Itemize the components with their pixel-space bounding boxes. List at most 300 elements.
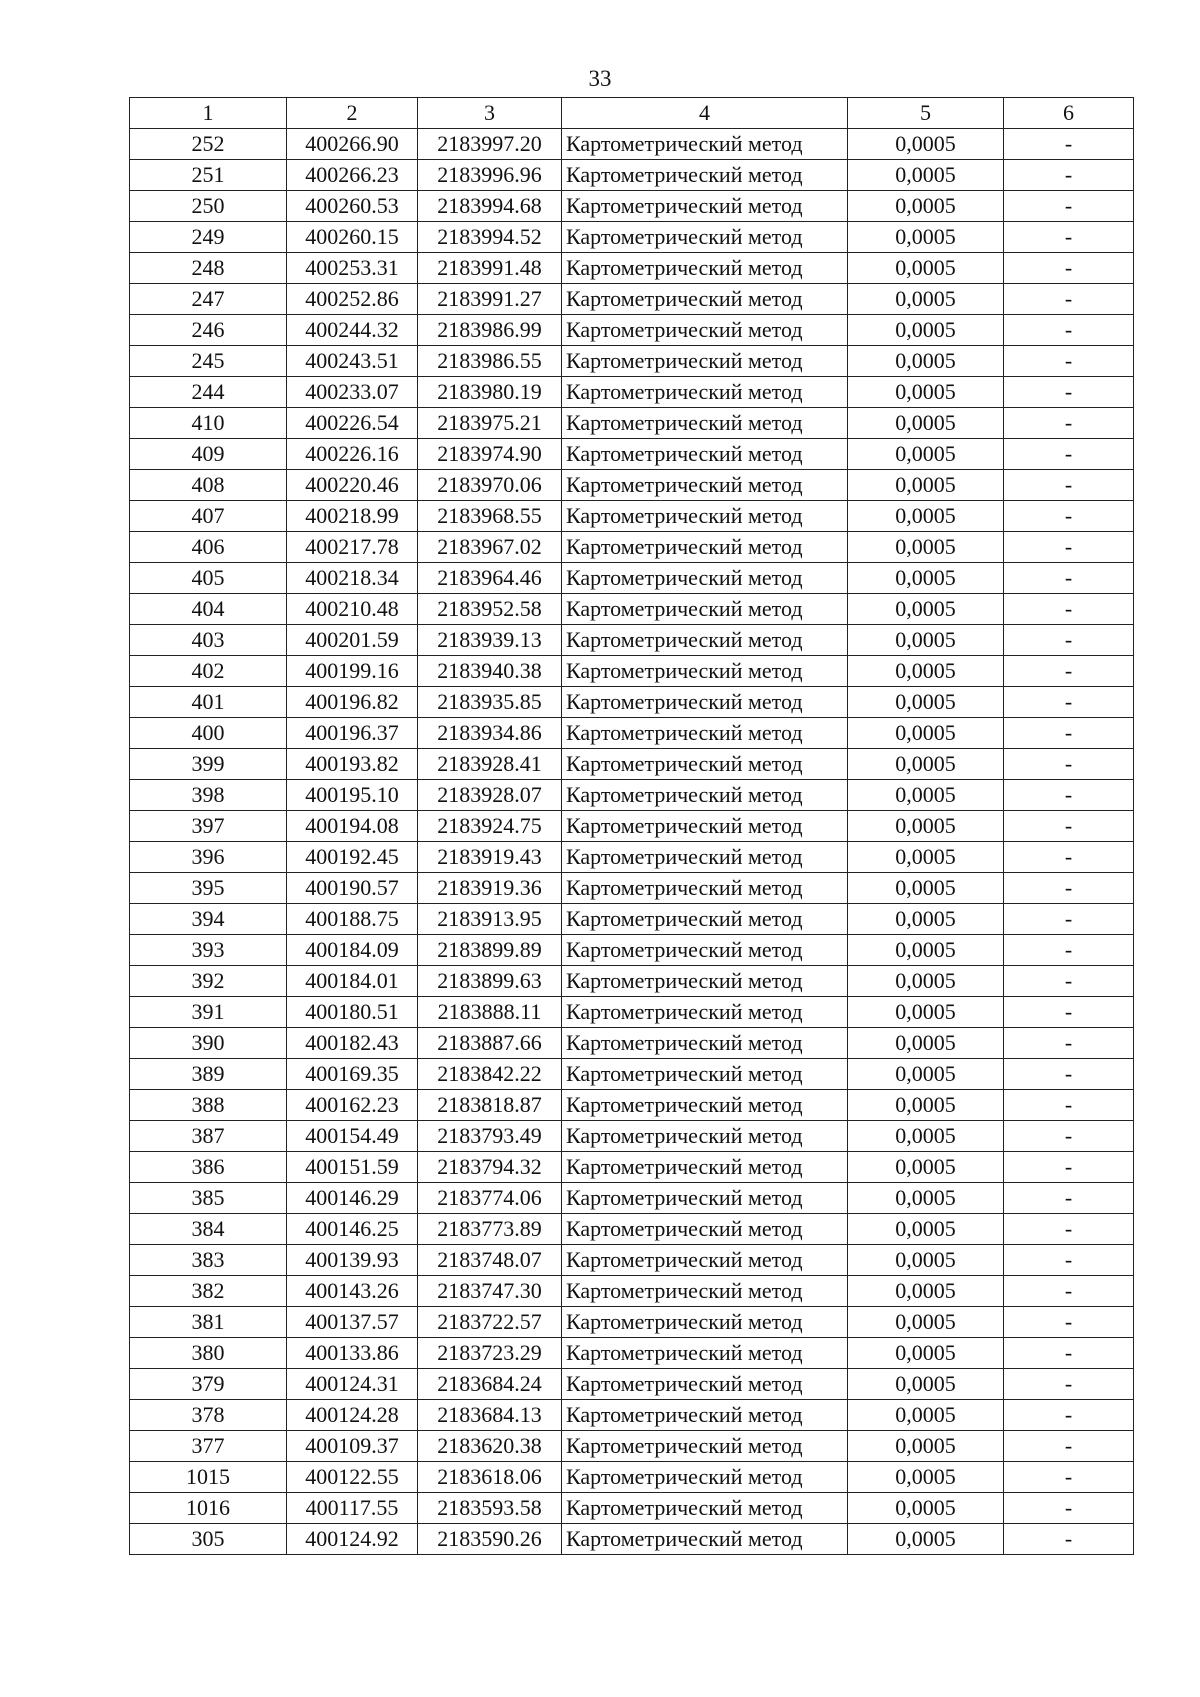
note-cell: - [1004,1524,1134,1555]
table-row [130,129,1134,160]
note-cell: - [1004,687,1134,718]
accuracy-cell: 0,0005 [848,1121,1004,1152]
point-number-cell: 396 [130,842,287,873]
method-cell: Картометрический метод [562,997,848,1028]
table-body [130,129,1134,1555]
coordinate-x-cell: 400151.59 [287,1152,418,1183]
method-cell: Картометрический метод [562,160,848,191]
coordinate-y-cell: 2183980.19 [418,377,562,408]
method-cell: Картометрический метод [562,439,848,470]
coordinate-x-cell: 400190.57 [287,873,418,904]
coordinate-x-cell: 400210.48 [287,594,418,625]
accuracy-cell: 0,0005 [848,284,1004,315]
method-cell: Картометрический метод [562,253,848,284]
table-row [130,1400,1134,1431]
point-number-cell: 406 [130,532,287,563]
table-row [130,284,1134,315]
point-number-cell: 387 [130,1121,287,1152]
note-cell: - [1004,1214,1134,1245]
method-cell: Картометрический метод [562,1462,848,1493]
coordinate-x-cell: 400266.90 [287,129,418,160]
coordinate-y-cell: 2183913.95 [418,904,562,935]
coordinate-y-cell: 2183935.85 [418,687,562,718]
coordinate-x-cell: 400162.23 [287,1090,418,1121]
method-cell: Картометрический метод [562,501,848,532]
coordinate-x-cell: 400226.16 [287,439,418,470]
note-cell: - [1004,1059,1134,1090]
point-number-cell: 382 [130,1276,287,1307]
coordinate-y-cell: 2183722.57 [418,1307,562,1338]
coordinate-y-cell: 2183684.13 [418,1400,562,1431]
note-cell: - [1004,129,1134,160]
method-cell: Картометрический метод [562,966,848,997]
note-cell: - [1004,1400,1134,1431]
accuracy-cell: 0,0005 [848,191,1004,222]
method-cell: Картометрический метод [562,191,848,222]
method-cell: Картометрический метод [562,284,848,315]
method-cell: Картометрический метод [562,1493,848,1524]
accuracy-cell: 0,0005 [848,1338,1004,1369]
point-number-cell: 410 [130,408,287,439]
coordinate-y-cell: 2183967.02 [418,532,562,563]
coordinate-x-cell: 400233.07 [287,377,418,408]
note-cell: - [1004,1462,1134,1493]
method-cell: Картометрический метод [562,222,848,253]
note-cell: - [1004,904,1134,935]
table-header [130,98,1134,129]
accuracy-cell: 0,0005 [848,1369,1004,1400]
point-number-cell: 393 [130,935,287,966]
accuracy-cell: 0,0005 [848,656,1004,687]
table-row [130,563,1134,594]
method-cell: Картометрический метод [562,904,848,935]
accuracy-cell: 0,0005 [848,687,1004,718]
coordinate-y-cell: 2183986.55 [418,346,562,377]
point-number-cell: 380 [130,1338,287,1369]
coordinate-x-cell: 400124.28 [287,1400,418,1431]
point-number-cell: 409 [130,439,287,470]
coordinate-x-cell: 400218.99 [287,501,418,532]
note-cell: - [1004,439,1134,470]
table-row [130,1307,1134,1338]
coordinate-x-cell: 400124.31 [287,1369,418,1400]
table-row [130,1493,1134,1524]
coordinate-y-cell: 2183888.11 [418,997,562,1028]
point-number-cell: 383 [130,1245,287,1276]
coordinate-y-cell: 2183968.55 [418,501,562,532]
note-cell: - [1004,315,1134,346]
note-cell: - [1004,1431,1134,1462]
page-number: 33 [588,66,612,91]
header-row [130,98,1134,129]
table-row [130,1462,1134,1493]
point-number-cell: 377 [130,1431,287,1462]
method-cell: Картометрический метод [562,811,848,842]
accuracy-cell: 0,0005 [848,1028,1004,1059]
note-cell: - [1004,1245,1134,1276]
accuracy-cell: 0,0005 [848,842,1004,873]
accuracy-cell: 0,0005 [848,439,1004,470]
note-cell: - [1004,253,1134,284]
table-row [130,346,1134,377]
note-cell: - [1004,594,1134,625]
coordinate-x-cell: 400146.29 [287,1183,418,1214]
coordinate-x-cell: 400117.55 [287,1493,418,1524]
point-number-cell: 398 [130,780,287,811]
note-cell: - [1004,346,1134,377]
coordinate-y-cell: 2183919.36 [418,873,562,904]
table-row [130,780,1134,811]
table-row [130,811,1134,842]
point-number-cell: 246 [130,315,287,346]
table-row [130,656,1134,687]
coordinate-y-cell: 2183899.89 [418,935,562,966]
accuracy-cell: 0,0005 [848,873,1004,904]
point-number-cell: 247 [130,284,287,315]
accuracy-cell: 0,0005 [848,408,1004,439]
accuracy-cell: 0,0005 [848,315,1004,346]
point-number-cell: 390 [130,1028,287,1059]
coordinate-x-cell: 400184.01 [287,966,418,997]
coordinate-y-cell: 2183818.87 [418,1090,562,1121]
accuracy-cell: 0,0005 [848,904,1004,935]
coordinate-x-cell: 400139.93 [287,1245,418,1276]
table-row [130,594,1134,625]
table-row [130,1276,1134,1307]
note-cell: - [1004,470,1134,501]
note-cell: - [1004,1493,1134,1524]
coordinate-y-cell: 2183684.24 [418,1369,562,1400]
method-cell: Картометрический метод [562,470,848,501]
table-row [130,997,1134,1028]
table-row [130,966,1134,997]
coordinate-y-cell: 2183593.58 [418,1493,562,1524]
method-cell: Картометрический метод [562,1524,848,1555]
point-number-cell: 250 [130,191,287,222]
header-col-3: 3 [418,98,562,129]
table-row [130,1338,1134,1369]
table-row [130,904,1134,935]
table-row [130,439,1134,470]
table-row [130,1369,1134,1400]
accuracy-cell: 0,0005 [848,346,1004,377]
coordinate-y-cell: 2183793.49 [418,1121,562,1152]
method-cell: Картометрический метод [562,1369,848,1400]
table-row [130,935,1134,966]
coordinate-y-cell: 2183590.26 [418,1524,562,1555]
coordinate-y-cell: 2183748.07 [418,1245,562,1276]
coordinate-x-cell: 400154.49 [287,1121,418,1152]
point-number-cell: 385 [130,1183,287,1214]
coordinate-y-cell: 2183842.22 [418,1059,562,1090]
table-row [130,408,1134,439]
point-number-cell: 245 [130,346,287,377]
method-cell: Картометрический метод [562,873,848,904]
method-cell: Картометрический метод [562,1059,848,1090]
coordinate-x-cell: 400137.57 [287,1307,418,1338]
note-cell: - [1004,532,1134,563]
coordinate-x-cell: 400146.25 [287,1214,418,1245]
method-cell: Картометрический метод [562,346,848,377]
coordinate-y-cell: 2183928.07 [418,780,562,811]
table-row [130,160,1134,191]
method-cell: Картометрический метод [562,1028,848,1059]
coordinate-x-cell: 400199.16 [287,656,418,687]
method-cell: Картометрический метод [562,749,848,780]
coordinate-x-cell: 400188.75 [287,904,418,935]
method-cell: Картометрический метод [562,532,848,563]
accuracy-cell: 0,0005 [848,811,1004,842]
coordinate-x-cell: 400122.55 [287,1462,418,1493]
point-number-cell: 384 [130,1214,287,1245]
coordinate-x-cell: 400109.37 [287,1431,418,1462]
method-cell: Картометрический метод [562,1307,848,1338]
method-cell: Картометрический метод [562,1152,848,1183]
table-row [130,749,1134,780]
coordinate-y-cell: 2183970.06 [418,470,562,501]
coordinate-y-cell: 2183964.46 [418,563,562,594]
table-row [130,687,1134,718]
table-row [130,1028,1134,1059]
coordinate-x-cell: 400260.15 [287,222,418,253]
point-number-cell: 394 [130,904,287,935]
coordinate-x-cell: 400243.51 [287,346,418,377]
coordinate-y-cell: 2183991.27 [418,284,562,315]
method-cell: Картометрический метод [562,377,848,408]
point-number-cell: 252 [130,129,287,160]
table-row [130,222,1134,253]
accuracy-cell: 0,0005 [848,377,1004,408]
point-number-cell: 403 [130,625,287,656]
method-cell: Картометрический метод [562,563,848,594]
coordinate-y-cell: 2183919.43 [418,842,562,873]
accuracy-cell: 0,0005 [848,1462,1004,1493]
note-cell: - [1004,1307,1134,1338]
table-row [130,315,1134,346]
accuracy-cell: 0,0005 [848,1431,1004,1462]
point-number-cell: 397 [130,811,287,842]
method-cell: Картометрический метод [562,1183,848,1214]
coordinate-y-cell: 2183723.29 [418,1338,562,1369]
method-cell: Картометрический метод [562,315,848,346]
accuracy-cell: 0,0005 [848,1400,1004,1431]
method-cell: Картометрический метод [562,1276,848,1307]
table-row [130,842,1134,873]
accuracy-cell: 0,0005 [848,563,1004,594]
method-cell: Картометрический метод [562,780,848,811]
note-cell: - [1004,284,1134,315]
table-row [130,532,1134,563]
coordinate-x-cell: 400217.78 [287,532,418,563]
coordinate-x-cell: 400143.26 [287,1276,418,1307]
coordinate-y-cell: 2183887.66 [418,1028,562,1059]
coordinates-table [129,97,1134,1555]
method-cell: Картометрический метод [562,718,848,749]
accuracy-cell: 0,0005 [848,935,1004,966]
point-number-cell: 404 [130,594,287,625]
coordinate-y-cell: 2183924.75 [418,811,562,842]
coordinate-x-cell: 400201.59 [287,625,418,656]
note-cell: - [1004,377,1134,408]
coordinate-x-cell: 400244.32 [287,315,418,346]
point-number-cell: 248 [130,253,287,284]
header-col-4: 4 [562,98,848,129]
note-cell: - [1004,997,1134,1028]
coordinate-y-cell: 2183994.52 [418,222,562,253]
table-row [130,718,1134,749]
accuracy-cell: 0,0005 [848,160,1004,191]
note-cell: - [1004,563,1134,594]
accuracy-cell: 0,0005 [848,749,1004,780]
point-number-cell: 305 [130,1524,287,1555]
accuracy-cell: 0,0005 [848,594,1004,625]
table-row [130,1090,1134,1121]
note-cell: - [1004,873,1134,904]
point-number-cell: 401 [130,687,287,718]
point-number-cell: 395 [130,873,287,904]
coordinate-y-cell: 2183997.20 [418,129,562,160]
point-number-cell: 1015 [130,1462,287,1493]
note-cell: - [1004,842,1134,873]
accuracy-cell: 0,0005 [848,780,1004,811]
point-number-cell: 251 [130,160,287,191]
method-cell: Картометрический метод [562,625,848,656]
accuracy-cell: 0,0005 [848,1152,1004,1183]
note-cell: - [1004,656,1134,687]
table-row [130,1121,1134,1152]
accuracy-cell: 0,0005 [848,1090,1004,1121]
accuracy-cell: 0,0005 [848,718,1004,749]
note-cell: - [1004,780,1134,811]
note-cell: - [1004,1090,1134,1121]
coordinate-x-cell: 400133.86 [287,1338,418,1369]
point-number-cell: 381 [130,1307,287,1338]
method-cell: Картометрический метод [562,842,848,873]
coordinate-x-cell: 400226.54 [287,408,418,439]
table-row [130,1524,1134,1555]
note-cell: - [1004,811,1134,842]
coordinate-y-cell: 2183974.90 [418,439,562,470]
point-number-cell: 244 [130,377,287,408]
coordinate-y-cell: 2183940.38 [418,656,562,687]
header-col-1: 1 [130,98,287,129]
coordinate-x-cell: 400184.09 [287,935,418,966]
header-col-6: 6 [1004,98,1134,129]
coordinate-y-cell: 2183618.06 [418,1462,562,1493]
method-cell: Картометрический метод [562,1400,848,1431]
accuracy-cell: 0,0005 [848,501,1004,532]
accuracy-cell: 0,0005 [848,129,1004,160]
note-cell: - [1004,625,1134,656]
coordinate-x-cell: 400196.82 [287,687,418,718]
method-cell: Картометрический метод [562,594,848,625]
coordinate-y-cell: 2183934.86 [418,718,562,749]
accuracy-cell: 0,0005 [848,1493,1004,1524]
method-cell: Картометрический метод [562,408,848,439]
accuracy-cell: 0,0005 [848,1307,1004,1338]
accuracy-cell: 0,0005 [848,1183,1004,1214]
accuracy-cell: 0,0005 [848,222,1004,253]
method-cell: Картометрический метод [562,935,848,966]
note-cell: - [1004,160,1134,191]
table-row [130,470,1134,501]
coordinate-y-cell: 2183774.06 [418,1183,562,1214]
method-cell: Картометрический метод [562,1338,848,1369]
coordinate-y-cell: 2183794.32 [418,1152,562,1183]
accuracy-cell: 0,0005 [848,1524,1004,1555]
method-cell: Картометрический метод [562,129,848,160]
point-number-cell: 378 [130,1400,287,1431]
accuracy-cell: 0,0005 [848,1245,1004,1276]
point-number-cell: 392 [130,966,287,997]
method-cell: Картометрический метод [562,1245,848,1276]
note-cell: - [1004,222,1134,253]
coordinate-x-cell: 400194.08 [287,811,418,842]
coordinate-y-cell: 2183952.58 [418,594,562,625]
coordinate-x-cell: 400220.46 [287,470,418,501]
coordinate-y-cell: 2183975.21 [418,408,562,439]
coordinate-y-cell: 2183994.68 [418,191,562,222]
coordinate-y-cell: 2183899.63 [418,966,562,997]
note-cell: - [1004,1028,1134,1059]
point-number-cell: 399 [130,749,287,780]
point-number-cell: 379 [130,1369,287,1400]
coordinate-x-cell: 400182.43 [287,1028,418,1059]
coordinate-x-cell: 400124.92 [287,1524,418,1555]
coordinate-y-cell: 2183986.99 [418,315,562,346]
coordinate-y-cell: 2183620.38 [418,1431,562,1462]
coordinate-y-cell: 2183773.89 [418,1214,562,1245]
coordinate-x-cell: 400266.23 [287,160,418,191]
note-cell: - [1004,1152,1134,1183]
note-cell: - [1004,749,1134,780]
note-cell: - [1004,501,1134,532]
note-cell: - [1004,935,1134,966]
table-row [130,1152,1134,1183]
point-number-cell: 388 [130,1090,287,1121]
table-row [130,191,1134,222]
note-cell: - [1004,718,1134,749]
table-row [130,1431,1134,1462]
table-row [130,1183,1134,1214]
table-row [130,1059,1134,1090]
header-col-5: 5 [848,98,1004,129]
method-cell: Картометрический метод [562,687,848,718]
coordinate-x-cell: 400260.53 [287,191,418,222]
note-cell: - [1004,191,1134,222]
table-row [130,501,1134,532]
accuracy-cell: 0,0005 [848,1276,1004,1307]
coordinate-y-cell: 2183939.13 [418,625,562,656]
coordinate-x-cell: 400253.31 [287,253,418,284]
table-row [130,253,1134,284]
method-cell: Картометрический метод [562,1214,848,1245]
table-row [130,873,1134,904]
point-number-cell: 1016 [130,1493,287,1524]
point-number-cell: 391 [130,997,287,1028]
table-row [130,1245,1134,1276]
point-number-cell: 249 [130,222,287,253]
coordinate-y-cell: 2183991.48 [418,253,562,284]
note-cell: - [1004,1121,1134,1152]
method-cell: Картометрический метод [562,1431,848,1462]
header-col-2: 2 [287,98,418,129]
coordinate-x-cell: 400193.82 [287,749,418,780]
method-cell: Картометрический метод [562,1121,848,1152]
accuracy-cell: 0,0005 [848,997,1004,1028]
note-cell: - [1004,1276,1134,1307]
coordinate-x-cell: 400196.37 [287,718,418,749]
